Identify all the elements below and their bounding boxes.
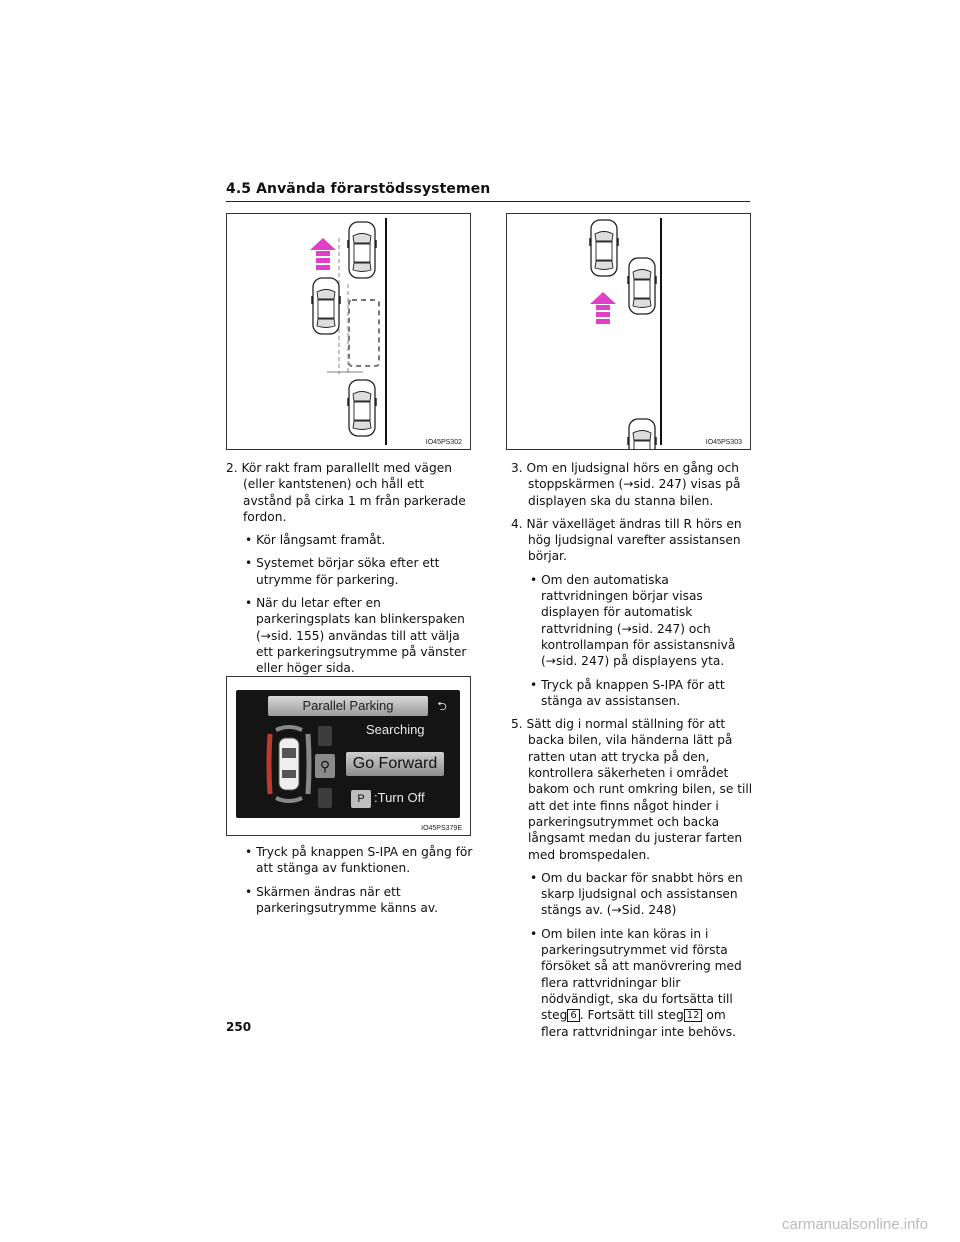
forward-arrow-icon: [590, 292, 616, 324]
step-3: 3. Om en ljudsignal hörs en gång och stoppskärmen (→sid. 247) visas på displayen ska du stanna bilen.: [511, 461, 741, 508]
parked-car-rear: [628, 419, 656, 449]
back-icon[interactable]: ⮌: [437, 699, 447, 713]
figure-code: IO45PS303: [705, 439, 742, 446]
left-column-lower: [226, 844, 474, 923]
right-column: [511, 460, 755, 1047]
moving-car: [312, 278, 340, 334]
bullet-auto-steering: • Om den automatiska rattvridningen börjar visas displayen för automatisk rattvridning (→sid. 247) och kontrollampan för assistansnivå (→sid. 247) på displayens yta.: [530, 572, 736, 669]
parked-car-front: [628, 258, 656, 314]
parked-car-rear: [348, 380, 376, 436]
bullet-text-part: . Fortsätt till steg: [579, 1008, 684, 1023]
figure-stop: [506, 213, 751, 450]
parking-diagram-2: [507, 214, 750, 449]
parking-assist-icon: P: [351, 790, 371, 808]
bullet-text-part: om flera rattvridningar inte behövs.: [541, 1008, 736, 1039]
figure-drive-parallel: [226, 213, 471, 450]
stopped-car: [590, 220, 618, 276]
page-number: 250: [226, 1020, 252, 1034]
go-forward-button[interactable]: Go Forward: [346, 752, 444, 776]
step-ref-12: 12: [684, 1009, 703, 1022]
figure-code: IO45PS379E: [421, 825, 462, 832]
parked-car-front: [348, 222, 376, 278]
forward-arrow-icon: [310, 238, 336, 270]
step-2: 2. Kör rakt fram parallellt med vägen (eller kantstenen) och håll ett avstånd på cirka 1 m från parkerade fordon.: [226, 461, 466, 524]
screen-title: Parallel Parking: [268, 696, 428, 716]
bullet-screen-changes: • Skärmen ändras när ett parkeringsutrymme känns av.: [245, 884, 438, 915]
figure-code: IO45PS302: [425, 439, 462, 446]
search-status: Searching: [366, 722, 425, 737]
parking-assist-screen: [236, 690, 460, 818]
bullet-multiple-turns: [511, 926, 755, 1040]
parking-space-outline: [349, 300, 379, 366]
car-sensor-icon: [264, 724, 314, 804]
parking-slot-indicator: [318, 788, 332, 808]
section-header: [226, 178, 750, 202]
turn-off-label: :Turn Off: [374, 790, 425, 805]
turn-off-control[interactable]: [351, 788, 451, 808]
step-ref-6: 6: [567, 1009, 579, 1022]
bullet-turn-signal: • När du letar efter en parkeringsplats kan blinkerspaken (→sid. 155) användas till att välja ett parkeringsutrymme på vänster eller höger sida.: [245, 596, 467, 676]
section-title: 4.5 Använda förarstödssystemen: [226, 181, 491, 197]
search-icon: ⚲: [315, 754, 335, 778]
step-5: 5. Sätt dig i normal ställning för att backa bilen, vila händerna lätt på ratten utan att trycka på den, kontrollera säkerheten i området bakom och runt omkring bilen, se till att det inte finns något hinder i parkeringsutrymmet och backa långsamt medan du justerar farten med bromspedalen.: [511, 717, 753, 862]
bullet-drive-slowly: • Kör långsamt framåt.: [245, 533, 386, 548]
bullet-text-part: • Om bilen inte kan köras in i parkeringsutrymmet vid första försöket så att manövrering med flera rattvridningar blir nödvändigt, ska du fortsätta till steg: [530, 926, 742, 1023]
parking-diagram-1: [227, 214, 470, 449]
bullet-reverse-too-fast: • Om du backar för snabbt hörs en skarp ljudsignal och assistansen stängs av. (→Sid. 248): [530, 870, 743, 918]
step-4: 4. När växelläget ändras till R hörs en hög ljudsignal varefter assistansen börjar.: [511, 516, 742, 564]
left-column: [226, 460, 474, 684]
bullet-press-s-ipa: • Tryck på knappen S-IPA en gång för att stänga av funktionen.: [245, 845, 473, 876]
bullet-system-searching: • Systemet börjar söka efter ett utrymme för parkering.: [245, 556, 440, 587]
watermark: carmanualsonline.info: [782, 1216, 928, 1233]
bullet-stop-assist: • Tryck på knappen S-IPA för att stänga av assistansen.: [530, 677, 725, 708]
parking-slot-indicator: [318, 726, 332, 746]
